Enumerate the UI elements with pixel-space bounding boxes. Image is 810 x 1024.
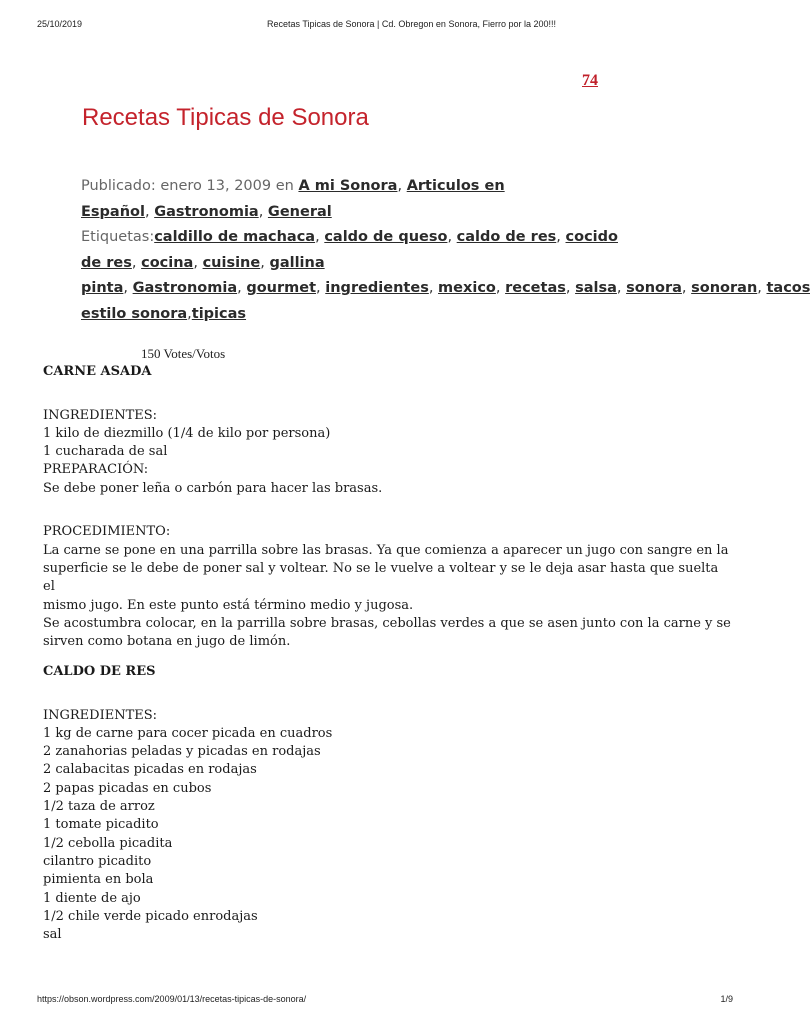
tag-link[interactable]: caldo de queso [324,229,448,245]
category-link[interactable]: Articulos en [406,178,505,194]
tag-link[interactable]: Gastronomia [132,280,238,296]
tag-link[interactable]: cocina [141,254,194,271]
category-link[interactable]: Gastronomia [154,203,259,220]
meta-line-4: de res, cocina, cuisine, gallina [81,254,325,271]
ingredient-line: 1/2 taza de arroz [43,799,155,815]
print-page-title: Recetas Tipicas de Sonora | Cd. Obregon en Sonora, Fierro por la 200!!! [267,19,556,29]
meta-line-1: Publicado: enero 13, 2009 en A mi Sonora, Articulos en [81,178,505,194]
ingredient-line: 1/2 chile verde picado enrodajas [43,908,258,924]
votes-count: 150 Votes/Votos [141,346,226,361]
meta-line-5: pinta, Gastronomia, gourmet, ingredientes, mexico, recetas, salsa, sonora, sonoran, tacos [81,280,810,296]
meta-line-6: estilo sonora,tipicas [81,305,247,322]
tag-link[interactable]: sonora [626,280,682,296]
tag-link[interactable]: cocido [565,229,618,245]
procedure-line: superficie se le debe de poner sal y voltear. No se le vuelve a voltear y se le deja asar hasta que suelta el [43,560,719,595]
ingredient-line: pimienta en bola [43,872,154,888]
print-date: 25/10/2019 [37,19,83,29]
tag-link[interactable]: estilo sonora [81,305,188,322]
recipe-heading: CALDO DE RES [43,664,156,679]
meta-line-3: Etiquetas:caldillo de machaca, caldo de queso, caldo de res, cocido [81,229,618,245]
tag-link[interactable]: pinta [81,280,124,296]
post-meta [81,174,810,327]
ingredients-label: INGREDIENTES: [43,707,158,723]
category-link[interactable]: A mi Sonora [298,178,398,194]
procedure-line: La carne se pone en una parrilla sobre las brasas. Ya que comienza a aparecer un jugo con sangre en la [43,542,729,558]
ingredient-line: 2 papas picadas en cubos [43,780,212,796]
tags-label: Etiquetas: [81,229,155,245]
preparation-text: Se debe poner leña o carbón para hacer las brasas. [43,480,383,496]
print-url: https://obson.wordpress.com/2009/01/13/recetas-tipicas-de-sonora/ [37,994,307,1004]
ingredient-line: cilantro picadito [43,853,152,869]
tag-link[interactable]: gallina [269,254,325,271]
ingredient-line: 1 cucharada de sal [43,444,168,460]
tag-link[interactable]: de res [81,254,132,271]
recipe-carne-asada [43,363,733,651]
ingredient-line: 1 kilo de diezmillo (1/4 de kilo por persona) [43,425,331,441]
tag-link[interactable]: caldo de res [456,229,557,245]
published-label: Publicado: enero 13, 2009 en [81,178,294,194]
category-link[interactable]: General [267,203,332,220]
tag-link[interactable]: tacos [766,280,810,296]
category-link[interactable]: Español [81,203,145,220]
comment-count-link[interactable]: 74 [582,72,598,89]
tag-link[interactable]: gourmet [246,280,317,296]
procedure-line: sirven como botana en jugo de limón. [43,634,291,650]
post-title: Recetas Tipicas de Sonora [82,104,369,131]
ingredient-line: 2 calabacitas picadas en rodajas [43,762,257,778]
print-page-number: 1/9 [720,994,733,1004]
recipe-caldo-de-res [43,663,733,944]
procedure-label: PROCEDIMIENTO: [43,524,171,540]
recipe-heading: CARNE ASADA [43,364,152,379]
tag-link[interactable]: mexico [438,280,496,296]
procedure-line: mismo jugo. En este punto está término medio y jugosa. [43,597,414,613]
procedure-line: Se acostumbra colocar, en la parrilla sobre brasas, cebollas verdes a que se asen junto con la carne y se [43,615,731,631]
ingredient-line: 1 tomate picadito [43,817,159,833]
ingredients-label: INGREDIENTES: [43,407,158,423]
ingredient-line: 1 diente de ajo [43,890,141,906]
ingredient-line: sal [43,927,62,943]
tag-link[interactable]: sonoran [691,280,758,296]
tag-link[interactable]: caldillo de machaca [154,229,316,245]
meta-line-2: Español, Gastronomia, General [81,203,332,220]
tag-link[interactable]: salsa [575,280,617,296]
preparation-label: PREPARACIÓN: [43,462,149,478]
ingredient-line: 1/2 cebolla picadita [43,835,173,851]
tag-link[interactable]: recetas [505,280,566,296]
ingredient-line: 2 zanahorias peladas y picadas en rodajas [43,744,321,760]
tag-link[interactable]: tipicas [191,305,247,322]
tag-link[interactable]: cuisine [202,254,261,271]
tag-link[interactable]: ingredientes [325,280,429,296]
ingredient-line: 1 kg de carne para cocer picada en cuadros [43,725,333,741]
